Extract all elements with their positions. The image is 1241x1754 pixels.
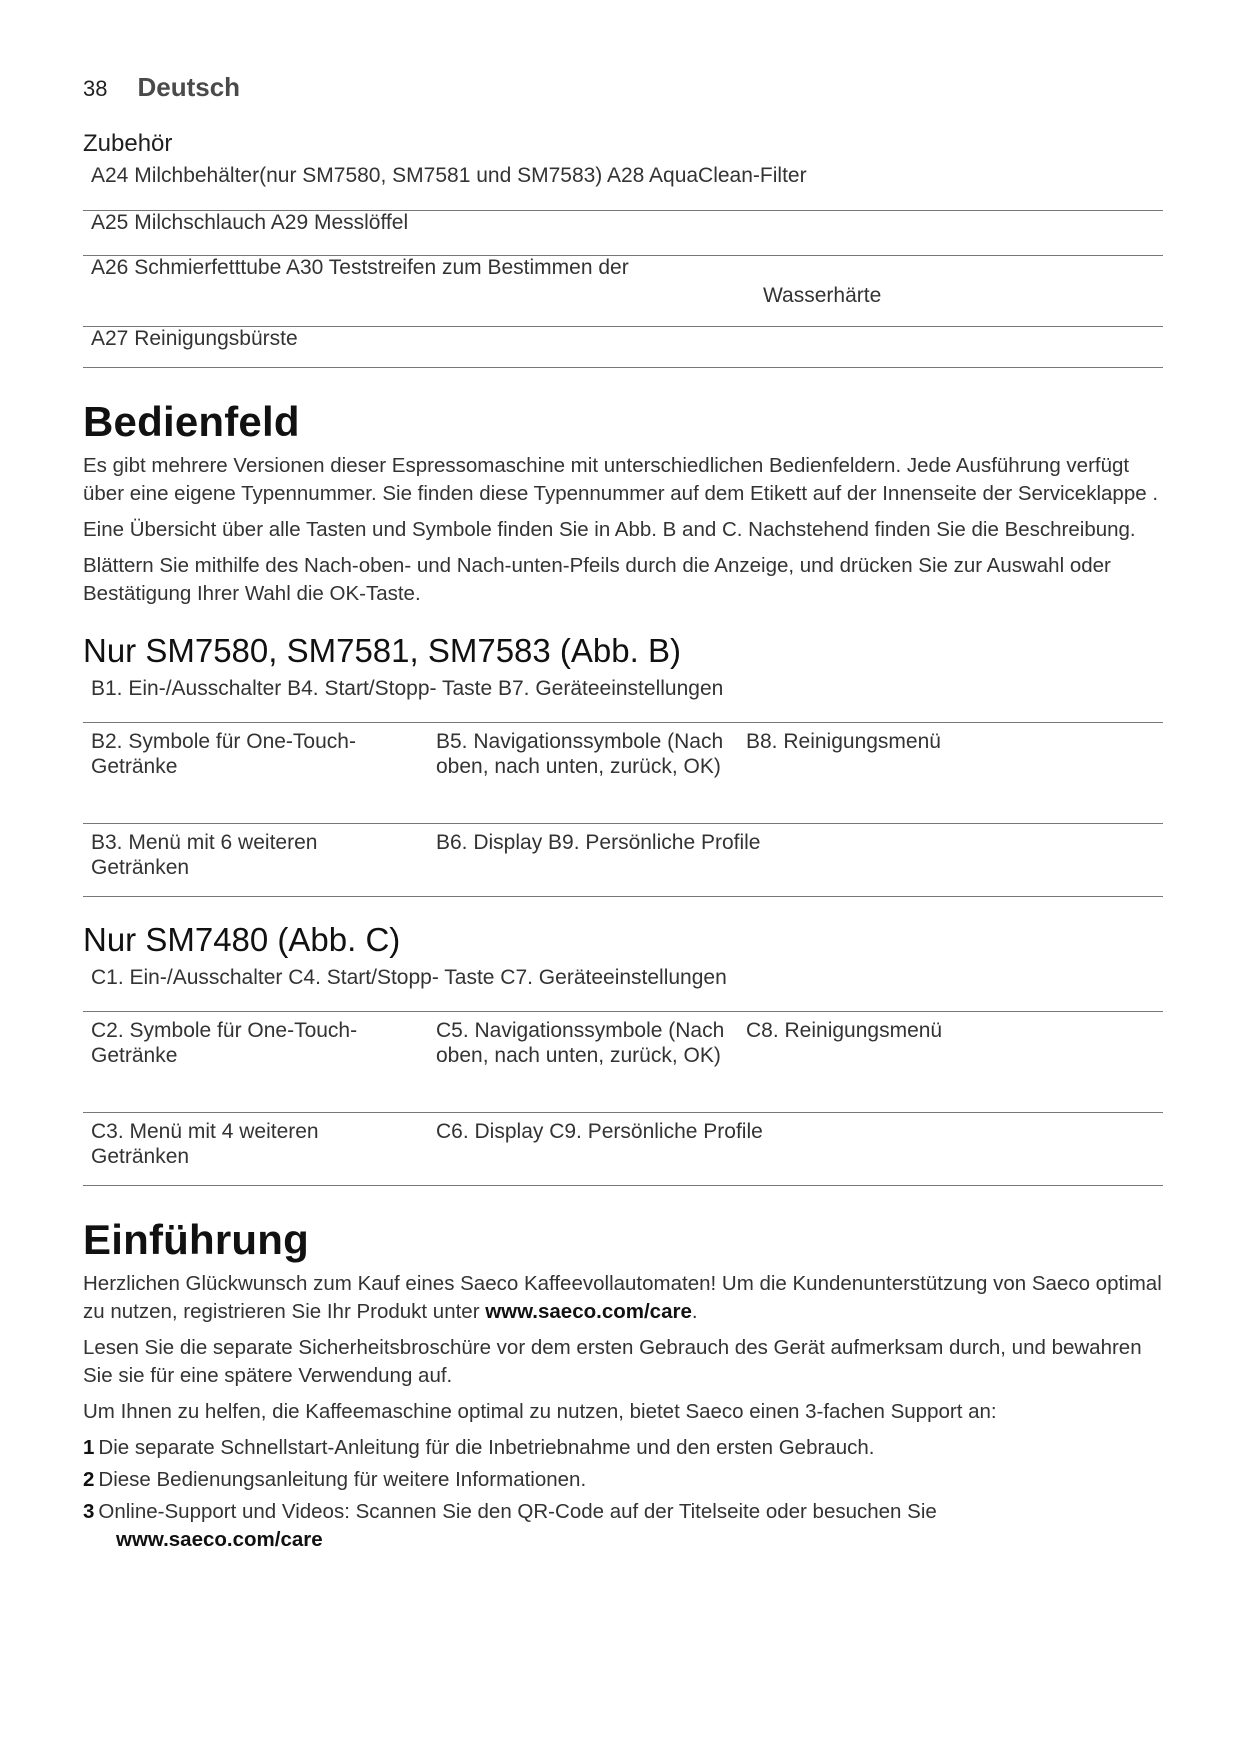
paragraph: Lesen Sie die separate Sicherheitsbroschüre vor dem ersten Gebrauch des Gerät aufmerksam durch, und bewahren Sie sie für eine spätere Verwendung auf. <box>83 1336 1142 1387</box>
list-number: 1 <box>83 1436 95 1459</box>
table-row <box>83 164 1163 211</box>
support-link[interactable]: www.saeco.com/care <box>485 1300 692 1323</box>
table-cell: B6. Display B9. Persönliche Profile <box>428 824 1163 897</box>
table-cell: A25 Milchschlauch A29 Messlöffel <box>83 211 1163 256</box>
section-b-heading: Nur SM7580, SM7581, SM7583 (Abb. B) <box>83 632 681 669</box>
table-row <box>83 965 1163 1012</box>
table-row <box>83 1113 1163 1186</box>
bedienfeld-heading: Bedienfeld <box>83 398 300 445</box>
section-c-heading: Nur SM7480 (Abb. C) <box>83 921 401 958</box>
einfuehrung-heading: Einführung <box>83 1216 309 1263</box>
page-header <box>83 72 1163 116</box>
paragraph: Eine Übersicht über alle Tasten und Symbole finden Sie in Abb. B and C. Nachstehend finden Sie die Beschreibung. <box>83 518 1136 541</box>
document-page <box>83 72 1163 1558</box>
support-list <box>83 1434 1163 1554</box>
list-text: Diese Bedienungsanleitung für weitere Informationen. <box>98 1468 587 1491</box>
table-cell <box>83 256 1163 327</box>
table-cell: B1. Ein-/Ausschalter B4. Start/Stopp- Taste B7. Geräteeinstellungen <box>83 676 1163 723</box>
list-item <box>83 1434 1163 1462</box>
accessories-table <box>83 164 1163 368</box>
paragraph <box>83 1270 1163 1326</box>
table-row <box>83 211 1163 256</box>
table-cell: C6. Display C9. Persönliche Profile <box>428 1113 1163 1186</box>
table-cell: A24 Milchbehälter(nur SM7580, SM7581 und SM7583) A28 AquaClean-Filter <box>83 164 1163 211</box>
table-row <box>83 327 1163 368</box>
paragraph: Um Ihnen zu helfen, die Kaffeemaschine optimal zu nutzen, bietet Saeco einen 3-fachen Support an: <box>83 1400 997 1423</box>
table-cell: C3. Menü mit 4 weiteren Getränken <box>83 1113 428 1186</box>
table-cell: B3. Menü mit 6 weiteren Getränken <box>83 824 428 897</box>
list-item <box>83 1466 1163 1494</box>
page-number: 38 <box>83 76 108 101</box>
list-item <box>83 1498 1163 1554</box>
table-row <box>83 723 1163 824</box>
cell-text-continuation: Wasserhärte <box>763 284 882 307</box>
table-row <box>83 256 1163 327</box>
list-number: 2 <box>83 1468 95 1491</box>
section-c-table <box>83 965 1163 1186</box>
table-cell: C5. Navigationssymbole (Nach oben, nach unten, zurück, OK) <box>428 1012 738 1113</box>
paragraph-text: Herzlichen Glückwunsch zum Kauf eines Saeco Kaffeevollautomaten! Um die Kundenunterstützung von Saeco optimal zu nutzen, registrieren Sie Ihr Produkt unter <box>83 1272 1162 1323</box>
table-cell: C2. Symbole für One-Touch-Getränke <box>83 1012 428 1113</box>
list-text: Die separate Schnellstart-Anleitung für die Inbetriebnahme und den ersten Gebrauch. <box>98 1436 875 1459</box>
table-row <box>83 676 1163 723</box>
table-row <box>83 824 1163 897</box>
table-cell: C1. Ein-/Ausschalter C4. Start/Stopp- Taste C7. Geräteeinstellungen <box>83 965 1163 1012</box>
accessories-title: Zubehör <box>83 130 173 157</box>
cell-text: A26 Schmierfetttube A30 Teststreifen zum Bestimmen der <box>91 256 629 279</box>
table-cell: A27 Reinigungsbürste <box>83 327 1163 368</box>
list-number: 3 <box>83 1500 95 1523</box>
table-cell: B5. Navigationssymbole (Nach oben, nach unten, zurück, OK) <box>428 723 738 824</box>
support-link[interactable]: www.saeco.com/care <box>116 1528 323 1551</box>
table-cell: C8. Reinigungsmenü <box>738 1012 1163 1113</box>
section-b-table <box>83 676 1163 897</box>
list-text: Online-Support und Videos: Scannen Sie den QR-Code auf der Titelseite oder besuchen Sie <box>98 1500 937 1523</box>
language-label: Deutsch <box>137 72 241 102</box>
table-cell: B8. Reinigungsmenü <box>738 723 1163 824</box>
paragraph-end: . <box>691 1300 698 1323</box>
table-row <box>83 1012 1163 1113</box>
table-cell: B2. Symbole für One-Touch-Getränke <box>83 723 428 824</box>
paragraph: Blättern Sie mithilfe des Nach-oben- und Nach-unten-Pfeils durch die Anzeige, und drücken Sie zur Auswahl oder Bestätigung Ihrer Wahl die OK-Taste. <box>83 554 1111 605</box>
paragraph: Es gibt mehrere Versionen dieser Espressomaschine mit unterschiedlichen Bedienfeldern. Jede Ausführung verfügt über eine eigene Typennummer. Sie finden diese Typennummer auf dem Etikett auf der Innenseite der Serviceklappe . <box>83 454 1159 505</box>
